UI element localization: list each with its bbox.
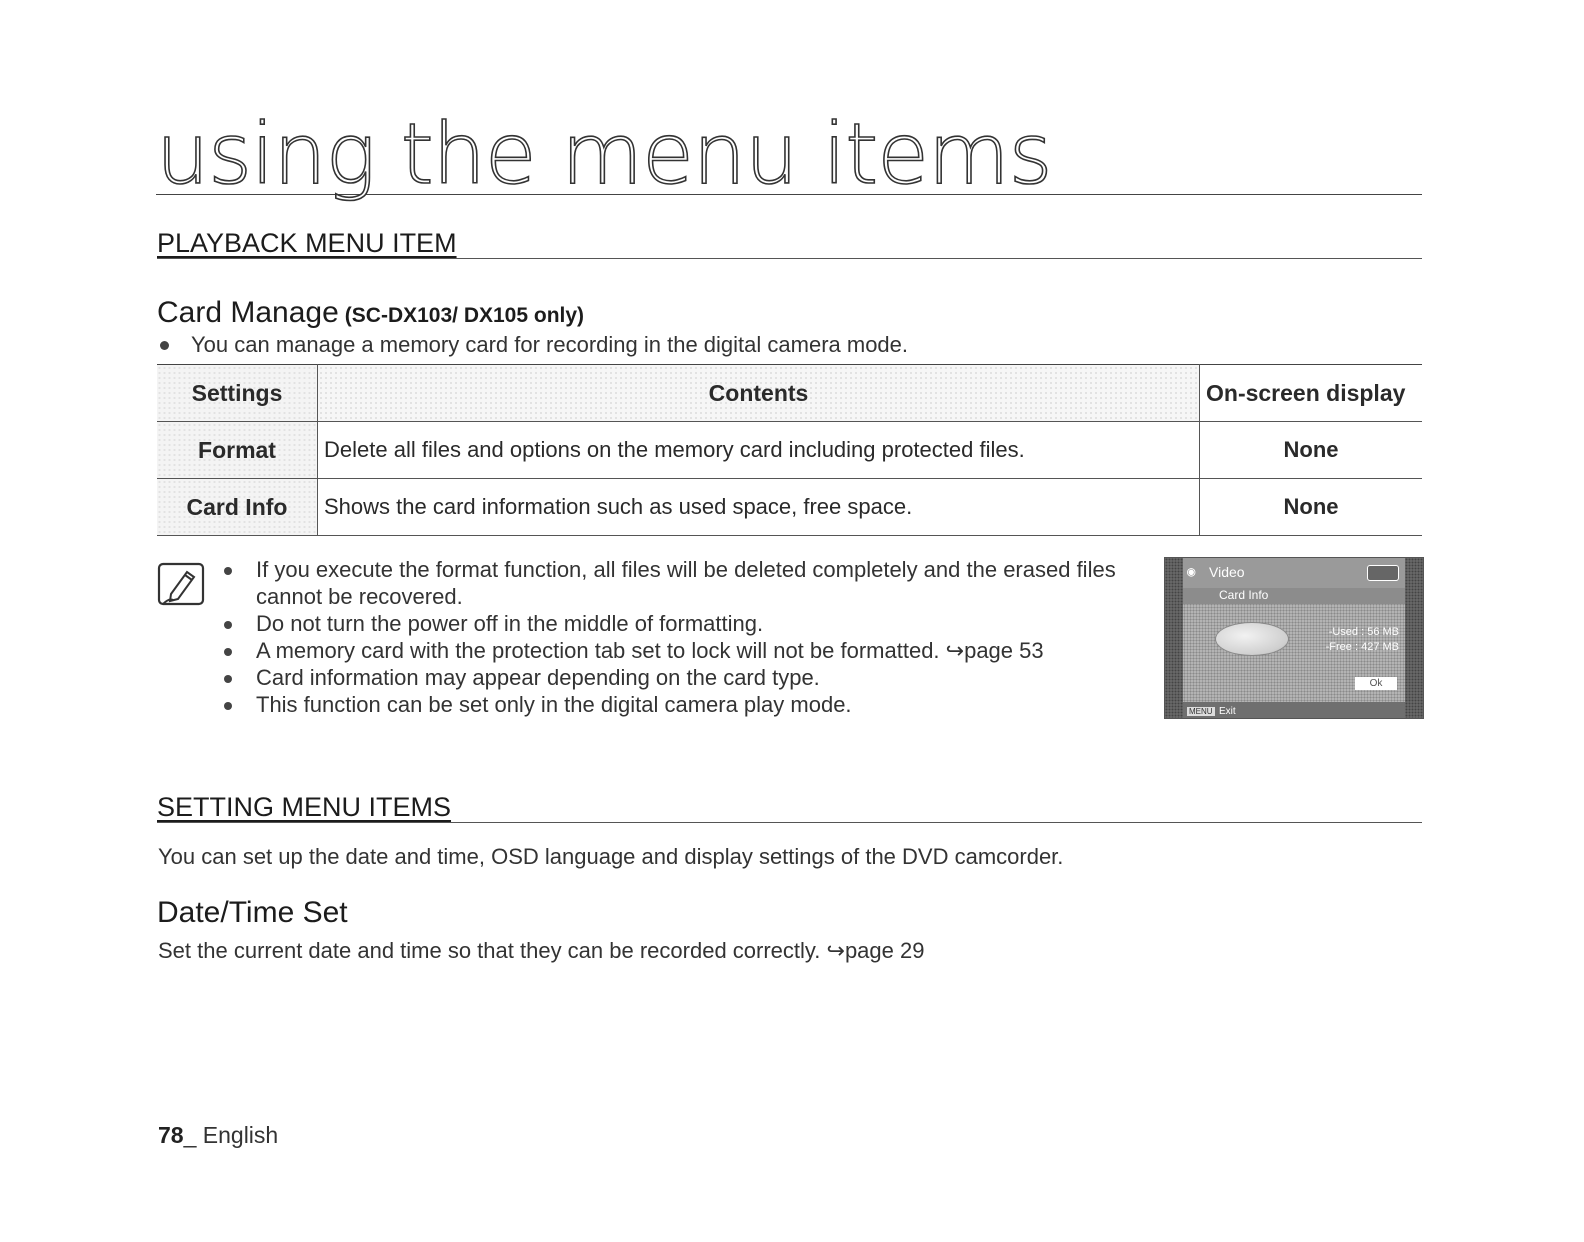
card-manage-heading: Card Manage (SC-DX103/ DX105 only) (157, 296, 585, 329)
card-manage-description: You can manage a memory card for recording in the digital camera mode. (160, 332, 908, 358)
page-footer (158, 1122, 278, 1149)
screen-free-space: -Free : 427 MB (1325, 641, 1399, 653)
models-note: (SC-DX103/ DX105 only) (344, 304, 585, 327)
chapter-title: using the menu items (156, 118, 1422, 195)
bullet-icon (160, 341, 169, 350)
display-cell: None (1200, 479, 1423, 536)
screen-ok-button: Ok (1355, 677, 1397, 690)
contents-cell: Delete all files and options on the memory card including protected files. (318, 422, 1200, 479)
card-info-screen-image (1164, 557, 1424, 719)
screen-bottom-bar (1183, 702, 1405, 718)
page-number: 78 (158, 1122, 184, 1148)
notes-list (222, 556, 1162, 718)
header-contents: Contents (318, 365, 1200, 422)
screen-exit-label: Exit (1219, 706, 1236, 717)
setting-cell: Card Info (157, 479, 318, 536)
screen-mode-label: Video (1209, 564, 1245, 580)
table-header-row (157, 365, 1422, 422)
header-settings: Settings (157, 365, 318, 422)
memory-card-icon (1367, 565, 1399, 581)
screen-used-space: -Used : 56 MB (1328, 626, 1399, 638)
date-time-heading: Date/Time Set (157, 896, 348, 929)
screen-submenu-bar (1183, 588, 1405, 604)
camera-mode-icon: ◉ (1187, 565, 1196, 581)
table-row (157, 479, 1422, 536)
list-item: Do not turn the power off in the middle of formatting. (222, 610, 1162, 637)
card-manage-table (157, 364, 1422, 536)
screen-submenu-label: Card Info (1219, 588, 1269, 602)
list-item: This function can be set only in the digital camera play mode. (222, 691, 1162, 718)
list-item: Card information may appear depending on the card type. (222, 664, 1162, 691)
screen-menu-key: MENU (1189, 707, 1213, 716)
list-item: If you execute the format function, all files will be deleted completely and the erased files cannot be recovered. (222, 556, 1162, 610)
header-onscreen-display: On-screen display (1200, 365, 1423, 422)
contents-cell: Shows the card information such as used space, free space. (318, 479, 1200, 536)
disc-icon (1215, 622, 1289, 656)
date-time-description: Set the current date and time so that they can be recorded correctly. ↪page 29 (158, 938, 925, 963)
table-row (157, 422, 1422, 479)
setting-intro: You can set up the date and time, OSD language and display settings of the DVD camcorder. (158, 844, 1064, 869)
list-item: A memory card with the protection tab set to lock will not be formatted. ↪page 53 (222, 637, 1162, 664)
footer-language: _ English (183, 1122, 279, 1148)
note-pencil-icon (157, 560, 205, 608)
setting-cell: Format (157, 422, 318, 479)
setting-section-heading: SETTING MENU ITEMS (157, 792, 1422, 823)
playback-section-heading: PLAYBACK MENU ITEM (157, 228, 1422, 259)
display-cell: None (1200, 422, 1423, 479)
